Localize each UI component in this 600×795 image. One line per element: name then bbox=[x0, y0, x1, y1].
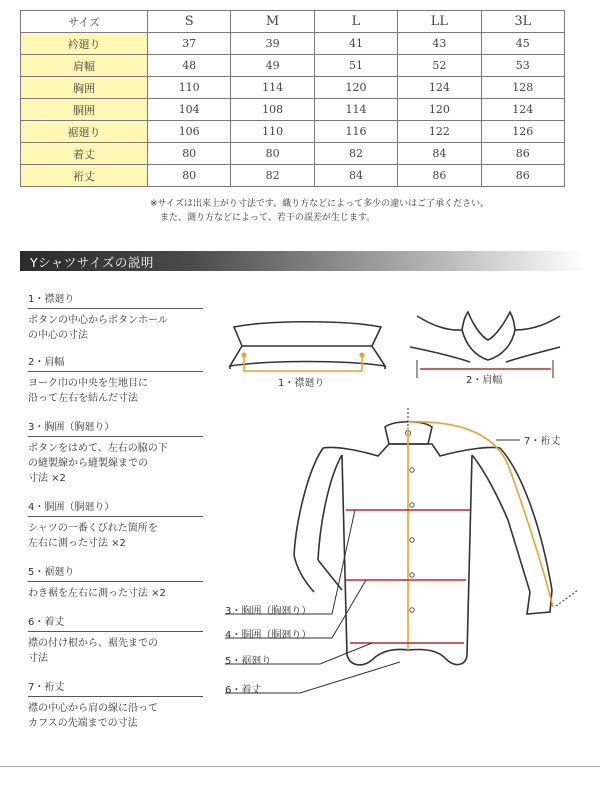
definition-title: 1・襟廻り bbox=[28, 290, 203, 309]
cell: 39 bbox=[231, 33, 314, 55]
cell: 86 bbox=[481, 143, 564, 165]
definition-line: カフスの先端までの寸法 bbox=[28, 718, 138, 729]
row-label: 裾廻り bbox=[21, 121, 148, 143]
footer-divider bbox=[0, 766, 600, 767]
header-cell: M bbox=[231, 11, 314, 33]
row-label: 衿廻り bbox=[21, 33, 148, 55]
sleeve-dotted-guide bbox=[556, 590, 578, 606]
section-title: Yシャツサイズの説明 bbox=[30, 255, 154, 270]
definition-title: 5・裾廻り bbox=[28, 563, 203, 582]
row-label: 肩幅 bbox=[21, 55, 148, 77]
header-cell: 3L bbox=[481, 11, 564, 33]
header-cell: S bbox=[148, 11, 231, 33]
definition-line: の中心の寸法 bbox=[28, 330, 88, 341]
cell: 51 bbox=[314, 55, 397, 77]
cell: 104 bbox=[148, 99, 231, 121]
sleeve-label: 7・裄丈 bbox=[524, 436, 561, 447]
cell: 116 bbox=[314, 121, 397, 143]
shirt-buttons bbox=[406, 431, 415, 613]
hem-label: 5・裾廻り bbox=[225, 656, 272, 667]
definition-title: 4・胴囲（胴廻り） bbox=[28, 498, 203, 517]
cell: 120 bbox=[314, 77, 397, 99]
definition-line: 寸法 bbox=[28, 653, 48, 664]
definition-title: 6・着丈 bbox=[28, 613, 203, 632]
cell: 106 bbox=[148, 121, 231, 143]
header-cell: サイズ bbox=[21, 11, 148, 33]
collar-buttonhole-dot bbox=[360, 353, 365, 358]
definition-line: ヨーク巾の中央を生地目に bbox=[28, 378, 148, 389]
cell: 49 bbox=[231, 55, 314, 77]
definition-line: の縫製線から縫製線までの bbox=[28, 458, 148, 469]
row-label: 胴囲 bbox=[21, 99, 148, 121]
shoulder-label: 2・肩幅 bbox=[466, 375, 503, 386]
cell: 108 bbox=[231, 99, 314, 121]
definition-line: 左右に測った寸法 ×2 bbox=[28, 538, 126, 549]
collar-button-dot bbox=[242, 353, 247, 358]
definition-line: わき裾を左右に測った寸法 ×2 bbox=[28, 588, 166, 599]
cell: 82 bbox=[314, 143, 397, 165]
collar-label: 1・襟廻り bbox=[278, 378, 325, 389]
definition-title: 7・裄丈 bbox=[28, 678, 203, 697]
cell: 86 bbox=[398, 165, 481, 187]
yoke-illustration bbox=[410, 312, 560, 362]
cell: 114 bbox=[231, 77, 314, 99]
definition-line: ボタンの中心からボタンホール bbox=[28, 315, 168, 326]
header-cell: LL bbox=[398, 11, 481, 33]
cell: 43 bbox=[398, 33, 481, 55]
cell: 53 bbox=[481, 55, 564, 77]
definition-line: シャツの一番くびれた箇所を bbox=[28, 523, 158, 534]
definition-line: 襟の付け根から、裾先までの bbox=[28, 638, 158, 649]
cell: 110 bbox=[148, 77, 231, 99]
definition-line: ボタンをはめて、左右の脇の下 bbox=[28, 443, 168, 454]
cell: 80 bbox=[148, 165, 231, 187]
cell: 37 bbox=[148, 33, 231, 55]
header-cell: L bbox=[314, 11, 397, 33]
shirt-illustration bbox=[294, 422, 552, 665]
cell: 80 bbox=[148, 143, 231, 165]
cell: 48 bbox=[148, 55, 231, 77]
cell: 124 bbox=[481, 99, 564, 121]
cell: 126 bbox=[481, 121, 564, 143]
cell: 84 bbox=[398, 143, 481, 165]
cell: 84 bbox=[314, 165, 397, 187]
cell: 41 bbox=[314, 33, 397, 55]
cell: 128 bbox=[481, 77, 564, 99]
cell: 114 bbox=[314, 99, 397, 121]
cell: 110 bbox=[231, 121, 314, 143]
cell: 52 bbox=[398, 55, 481, 77]
note-line: また、測り方などによって、若干の誤差が生じます。 bbox=[160, 213, 376, 223]
cell: 122 bbox=[398, 121, 481, 143]
definition-title: 3・胸囲（胸廻り） bbox=[28, 418, 203, 437]
cell: 80 bbox=[231, 143, 314, 165]
definition-title: 2・肩幅 bbox=[28, 353, 203, 372]
length-label: 6・着丈 bbox=[225, 685, 262, 696]
cell: 124 bbox=[398, 77, 481, 99]
cell: 45 bbox=[481, 33, 564, 55]
chest-label: 3・胸囲（胸廻り） bbox=[225, 606, 312, 617]
row-label: 着丈 bbox=[21, 143, 148, 165]
cell: 86 bbox=[481, 165, 564, 187]
waist-label: 4・胴囲（胴廻り） bbox=[225, 630, 312, 641]
row-label: 胸囲 bbox=[21, 77, 148, 99]
note-line: ※サイズは出来上がり寸法です。織り方などによって多少の違いはご了承ください。 bbox=[150, 199, 490, 209]
definition-line: 襟の中心から肩の線に沿って bbox=[28, 703, 158, 714]
definition-line: 沿って左右を結んだ寸法 bbox=[28, 393, 138, 404]
cell: 120 bbox=[398, 99, 481, 121]
definition-line: 寸法 ×2 bbox=[28, 473, 66, 484]
row-label: 裄丈 bbox=[21, 165, 148, 187]
cell: 82 bbox=[231, 165, 314, 187]
